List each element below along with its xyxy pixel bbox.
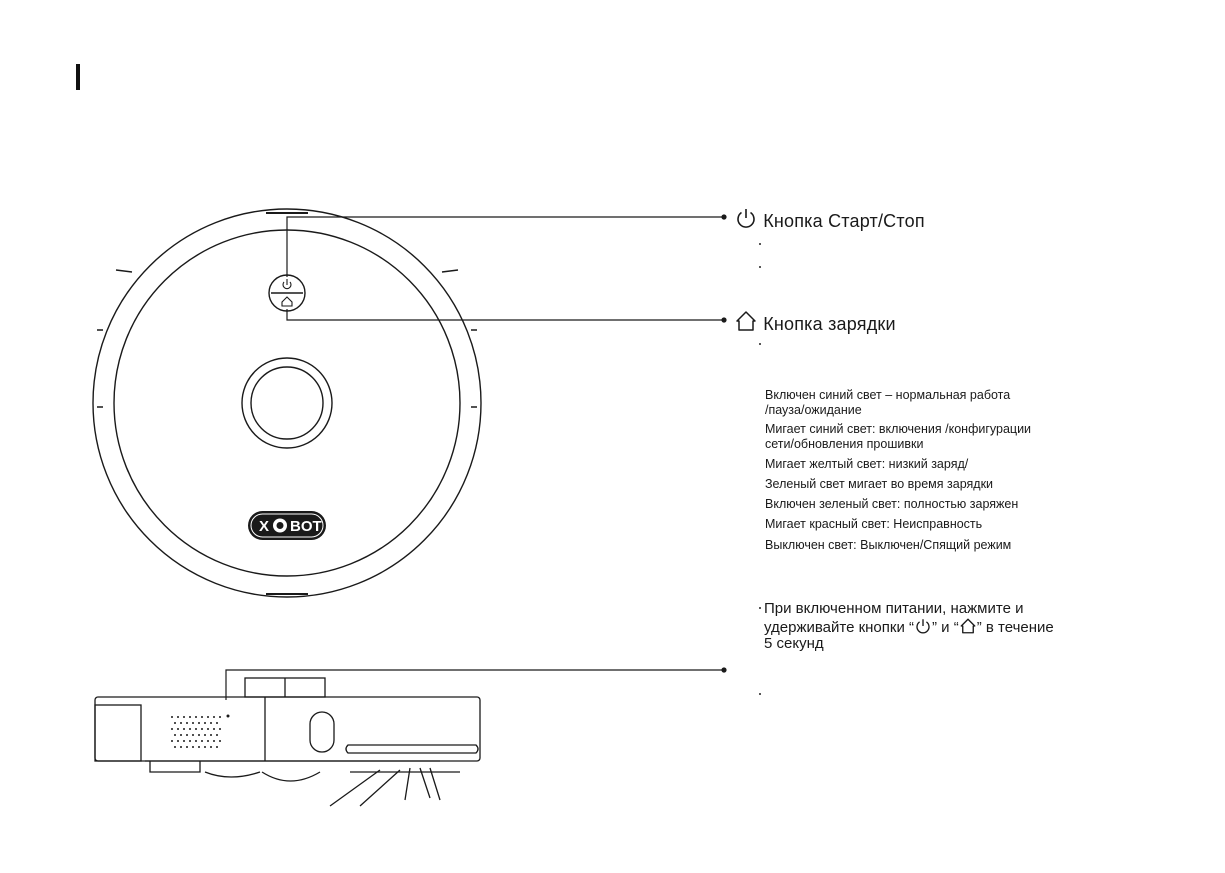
status-line: Включен синий свет – нормальная работа [765,388,1011,402]
led-status-list [765,388,1010,418]
home-leader-line [287,309,724,320]
reset-instruction [764,601,1054,652]
reset-line-3: 5 секунд [764,635,824,652]
status-line: Мигает синий свет: включения /конфигурации [765,422,1032,436]
robot-home-icon [282,297,292,306]
status-line: /пауза/ожидание [765,403,862,417]
status-line: Зеленый свет мигает во время зарядки [765,477,994,491]
bullet [759,266,761,268]
svg-text:X: X [259,518,270,535]
home-icon [959,617,977,635]
led-status-list [765,457,968,472]
robot-power-icon [283,279,291,289]
reset-hole [227,715,230,718]
status-line: Выключен свет: Выключен/Спящий режим [765,538,1012,552]
led-status-list [765,497,1018,512]
lidar-inner [251,367,323,439]
power-button-label-row [734,206,925,232]
status-line: Мигает желтый свет: низкий заряд/ [765,457,969,471]
lidar-outer [242,358,332,448]
home-button-label-row [734,309,896,335]
reset-line-1: При включенном питании, нажмите и [764,600,1024,617]
reset-line-2: удерживайте кнопки “ ” и “ ” в течение [764,619,1054,636]
brand-logo [248,511,326,540]
bullet [759,607,761,609]
led-status-list [765,422,1031,452]
led-status-list [765,538,1011,553]
bullet [759,693,761,695]
speaker-grille [171,716,221,748]
home-icon [734,309,758,333]
led-status-list [765,517,982,532]
status-line: Мигает красный свет: Неисправность [765,517,983,531]
bullet [759,343,761,345]
home-button-label: Кнопка зарядки [763,314,896,334]
power-button-label: Кнопка Старт/Стоп [763,211,925,231]
power-icon [734,206,758,230]
power-leader-line [287,217,724,277]
reset-leader-line [226,670,724,700]
status-line: Включен зеленый свет: полностью заряжен [765,497,1019,511]
svg-text:BOT: BOT [290,518,322,535]
robot-side-view [95,678,480,806]
led-status-list [765,477,993,492]
bullet [759,243,761,245]
status-line: сети/обновления прошивки [765,437,924,451]
power-icon [914,617,932,635]
